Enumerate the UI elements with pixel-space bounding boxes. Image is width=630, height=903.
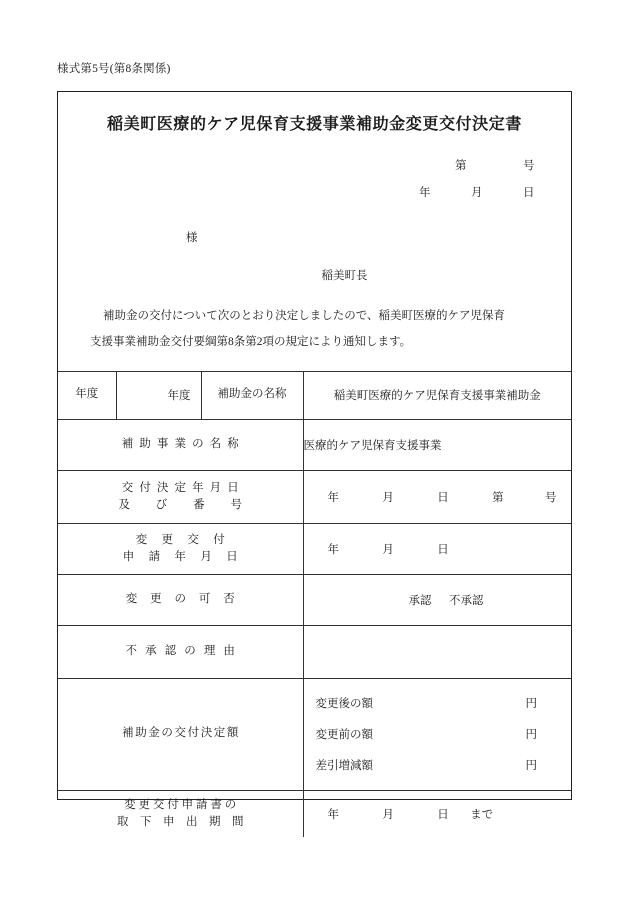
amount-difference-label: 差引増減額	[315, 760, 373, 773]
body-line-1: 補助金の交付について次のとおり決定しましたので、稲美町医療的ケア児保育	[103, 310, 506, 322]
change-approval-options	[303, 574, 571, 625]
amount-after-label: 変更後の額	[315, 698, 373, 711]
withdrawal-period-label	[58, 790, 303, 837]
decision-date-value[interactable]	[303, 470, 571, 523]
table-row-withdrawal-period	[58, 790, 571, 837]
change-application-label-line1: 変 更 交 付	[135, 534, 225, 547]
document-title: 稲美町医療的ケア児保育支援事業補助金変更交付決定書	[106, 116, 522, 133]
option-approved[interactable]: 承認	[408, 594, 432, 607]
decision-date-label-line2: 及 び 番 号	[118, 498, 243, 511]
decision-month-label: 月	[382, 491, 394, 504]
project-name-label: 補 助 事 業 の 名 称	[58, 419, 303, 470]
amount-before-unit: 円	[525, 729, 537, 742]
rejection-reason-value[interactable]	[303, 625, 571, 678]
table-row-fiscal-year	[58, 371, 571, 419]
change-approval-label: 変 更 の 可 否	[58, 574, 303, 625]
change-application-year-label: 年	[327, 543, 339, 556]
project-name-value: 医療的ケア児保育支援事業	[303, 419, 571, 470]
withdrawal-period-label-line1: 変 更 交 付 申 請 書 の	[124, 799, 237, 812]
table-row-decision-date	[58, 470, 571, 523]
rejection-reason-label: 不 承 認 の 理 由	[58, 625, 303, 678]
decided-amount-label: 補助金の交付決定額	[58, 678, 303, 790]
withdrawal-day-label: 日	[437, 808, 449, 821]
table-row-change-approval	[58, 574, 571, 625]
change-application-date-label	[58, 523, 303, 574]
document-number-block	[58, 157, 571, 200]
withdrawal-period-label-line2: 取 下 申 出 期 間	[117, 815, 244, 828]
document-number-line	[58, 157, 545, 173]
approval-choice-group	[391, 595, 484, 607]
amount-row-after	[316, 688, 572, 719]
withdrawal-period-value[interactable]	[303, 790, 571, 837]
withdrawal-until-label: まで	[470, 808, 494, 821]
issuer-name: 稲美町長	[321, 270, 368, 282]
change-application-label-line2: 申 請 年 月 日	[122, 550, 238, 563]
table-row-change-application-date	[58, 523, 571, 574]
number-prefix-label: 第	[455, 160, 467, 172]
number-suffix-label: 号	[523, 160, 535, 172]
withdrawal-year-label: 年	[327, 808, 339, 821]
change-application-month-label: 月	[382, 543, 394, 556]
option-rejected[interactable]: 不承認	[449, 594, 484, 607]
amount-row-before	[316, 719, 572, 750]
document-date-line	[58, 184, 545, 200]
date-year-label: 年	[419, 187, 431, 199]
decided-amount-values	[303, 678, 571, 790]
table-row-project-name	[58, 419, 571, 470]
document-frame	[57, 91, 572, 828]
change-application-day-label: 日	[437, 543, 449, 556]
subsidy-name-label: 補助金の名称	[201, 371, 303, 419]
decision-number-suffix: 号	[545, 491, 557, 504]
form-number: 様式第5号(第8条関係)	[57, 63, 171, 75]
decision-date-label-line1: 交 付 決 定 年 月 日	[121, 482, 241, 495]
decision-table	[58, 371, 571, 837]
withdrawal-month-label: 月	[382, 808, 394, 821]
decision-day-label: 日	[437, 491, 449, 504]
decision-date-label	[58, 470, 303, 523]
date-month-label: 月	[471, 187, 483, 199]
decision-number-prefix: 第	[492, 491, 504, 504]
amount-difference-unit: 円	[525, 760, 537, 773]
table-row-decided-amount	[58, 678, 571, 790]
amount-list	[304, 679, 572, 790]
subsidy-name-value: 稲美町医療的ケア児保育支援事業補助金	[303, 371, 571, 419]
decision-year-label: 年	[327, 491, 339, 504]
date-day-label: 日	[523, 187, 535, 199]
addressee-honorific: 様	[186, 232, 198, 244]
body-text	[58, 304, 571, 356]
withdrawal-period-fields	[304, 806, 572, 822]
change-application-date-value[interactable]	[303, 523, 571, 574]
change-application-date-fields	[304, 541, 572, 557]
table-row-rejection-reason	[58, 625, 571, 678]
amount-after-unit: 円	[525, 698, 537, 711]
body-line-2: 支援事業補助金交付要綱第8条第2項の規定により通知します。	[90, 335, 412, 348]
fiscal-year-value[interactable]: 年度	[116, 371, 201, 419]
fiscal-year-label: 年度	[58, 371, 116, 419]
decision-date-fields	[304, 489, 572, 505]
amount-before-label: 変更前の額	[315, 729, 373, 742]
amount-row-difference	[316, 750, 572, 781]
